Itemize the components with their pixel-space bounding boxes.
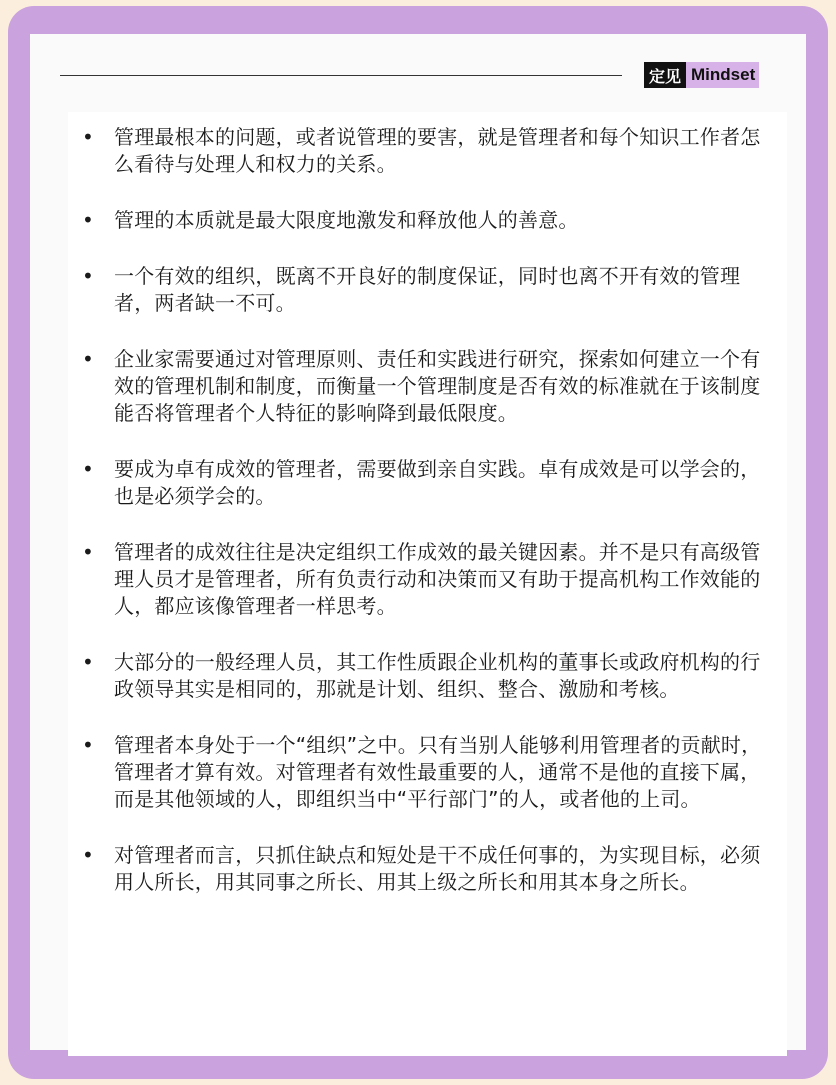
brand-cn: 定见 <box>644 62 686 88</box>
list-item <box>68 842 787 896</box>
list-item-text: 对管理者而言，只抓住缺点和短处是干不成任何事的，为实现目标，必须用人所长，用其同事之所长、用其上级之所长和用其本身之所长。 <box>114 843 761 894</box>
list-item-text: 要成为卓有成效的管理者，需要做到亲自实践。卓有成效是可以学会的，也是必须学会的。 <box>114 457 761 508</box>
list-item-text: 企业家需要通过对管理原则、责任和实践进行研究，探索如何建立一个有效的管理机制和制度，而衡量一个管理制度是否有效的标准就在于该制度能否将管理者个人特征的影响降到最低限度。 <box>114 347 761 425</box>
list-item-text: 管理的本质就是最大限度地激发和释放他人的善意。 <box>114 208 579 232</box>
content-card <box>68 112 787 1056</box>
bullet-icon: • <box>82 843 94 867</box>
header-rule <box>60 75 622 76</box>
list-item <box>68 649 787 703</box>
bullet-icon: • <box>82 125 94 149</box>
list-item <box>68 346 787 427</box>
bullet-icon: • <box>82 264 94 288</box>
brand-en: Mindset <box>686 62 759 88</box>
list-item <box>68 539 787 620</box>
list-item-text: 一个有效的组织，既离不开良好的制度保证，同时也离不开有效的管理者，两者缺一不可。 <box>114 264 741 315</box>
list-item <box>68 207 787 234</box>
list-item-text: 管理者的成效往往是决定组织工作成效的最关键因素。并不是只有高级管理人员才是管理者，所有负责行动和决策而又有助于提高机构工作效能的人，都应该像管理者一样思考。 <box>114 540 761 618</box>
bullet-list <box>68 124 787 925</box>
bullet-icon: • <box>82 457 94 481</box>
list-item <box>68 732 787 813</box>
list-item <box>68 124 787 178</box>
bullet-icon: • <box>82 733 94 757</box>
brand-logo <box>644 62 759 88</box>
list-item <box>68 263 787 317</box>
list-item-text: 管理者本身处于一个“组织”之中。只有当别人能够利用管理者的贡献时，管理者才算有效。对管理者有效性最重要的人，通常不是他的直接下属，而是其他领域的人，即组织当中“平行部门”的人，或者他的上司。 <box>114 733 762 811</box>
bullet-icon: • <box>82 540 94 564</box>
bullet-icon: • <box>82 208 94 232</box>
list-item <box>68 456 787 510</box>
bullet-icon: • <box>82 347 94 371</box>
bullet-icon: • <box>82 650 94 674</box>
list-item-text: 管理最根本的问题，或者说管理的要害，就是管理者和每个知识工作者怎么看待与处理人和权力的关系。 <box>114 125 761 176</box>
list-item-text: 大部分的一般经理人员，其工作性质跟企业机构的董事长或政府机构的行政领导其实是相同的，那就是计划、组织、整合、激励和考核。 <box>114 650 761 701</box>
